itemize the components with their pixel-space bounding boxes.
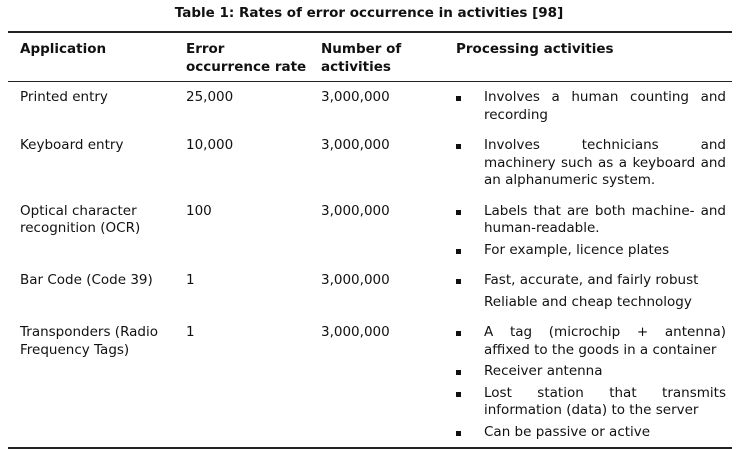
square-bullet-icon <box>456 331 461 336</box>
square-bullet-icon <box>456 249 461 254</box>
processing-activities-list <box>456 137 732 190</box>
processing-activities-cell <box>444 130 732 196</box>
square-bullet-icon <box>456 210 461 215</box>
square-bullet-icon <box>456 96 461 101</box>
table-row <box>8 196 732 266</box>
error-rate-cell: 100 <box>186 202 212 219</box>
processing-activities-list <box>456 203 732 260</box>
processing-activity-item <box>456 89 732 124</box>
activities-count-cell: 3,000,000 <box>321 89 390 105</box>
application-cell: Bar Code (Code 39) <box>20 272 153 288</box>
application-cell: Transponders (Radio Frequency Tags) <box>20 324 159 358</box>
table-caption: Table 1: Rates of error occurrence in activities [98] <box>174 5 564 21</box>
processing-activity-text: Receiver antenna <box>484 363 603 379</box>
processing-activity-item <box>456 294 732 312</box>
table-row <box>8 82 732 131</box>
header-processing-activities: Processing activities <box>456 41 614 57</box>
square-bullet-icon <box>456 431 461 436</box>
processing-activity-text: For example, licence plates <box>484 241 670 258</box>
table-row <box>8 265 732 317</box>
activities-count-cell: 3,000,000 <box>321 272 390 288</box>
processing-activity-text: Can be passive or active <box>484 423 651 440</box>
processing-activity-text: A tag (microchip + antenna) affixed to the goods in a container <box>484 324 726 358</box>
square-bullet-icon <box>456 279 461 284</box>
processing-activity-item <box>456 363 732 381</box>
processing-activity-item <box>456 385 732 420</box>
processing-activity-text: Fast, accurate, and fairly robust <box>484 272 699 288</box>
activities-count-cell: 3,000,000 <box>321 202 390 219</box>
header-number-of-activities: Number of activities <box>321 41 402 75</box>
table-row <box>8 130 732 196</box>
error-rate-cell: 25,000 <box>186 89 234 105</box>
application-cell: Keyboard entry <box>20 137 124 153</box>
processing-activities-cell <box>444 82 732 131</box>
processing-activity-item <box>456 324 732 359</box>
header-error-rate: Error occurrence rate <box>186 41 307 75</box>
processing-activity-text: Labels that are both machine- and human-readable. <box>484 202 726 236</box>
activities-count-cell: 3,000,000 <box>321 324 390 340</box>
square-bullet-icon <box>456 392 461 397</box>
activities-count-cell: 3,000,000 <box>321 137 390 153</box>
application-cell: Optical character recognition (OCR) <box>20 202 141 236</box>
error-rate-cell: 10,000 <box>186 137 234 153</box>
processing-activity-item <box>456 137 732 190</box>
processing-activities-list <box>456 272 732 311</box>
processing-activities-cell <box>444 317 732 448</box>
processing-activities-cell <box>444 196 732 266</box>
header-application: Application <box>20 41 107 57</box>
error-rate-cell: 1 <box>186 272 195 288</box>
processing-activity-item <box>456 272 732 290</box>
processing-activity-text: Involves technicians and machinery such as a keyboard and an alphanumeric system. <box>484 137 726 188</box>
processing-activity-item <box>456 203 732 238</box>
processing-activity-text: Reliable and cheap technology <box>484 293 692 310</box>
processing-activity-text: Involves a human counting and recording <box>484 89 726 123</box>
processing-activity-item <box>456 242 732 260</box>
error-rate-table <box>8 31 732 449</box>
error-rate-table-container <box>8 31 732 449</box>
square-bullet-icon <box>456 370 461 375</box>
square-bullet-icon <box>456 144 461 149</box>
error-rate-cell: 1 <box>186 324 195 340</box>
application-cell: Printed entry <box>20 89 108 105</box>
processing-activities-list <box>456 89 732 124</box>
processing-activity-item <box>456 424 732 442</box>
table-header <box>8 32 732 82</box>
processing-activities-cell <box>444 265 732 317</box>
processing-activity-text: Lost station that transmits information (data) to the server <box>484 384 726 418</box>
table-body <box>8 82 732 449</box>
processing-activities-list <box>456 324 732 441</box>
table-row <box>8 317 732 448</box>
header-row <box>8 32 732 82</box>
